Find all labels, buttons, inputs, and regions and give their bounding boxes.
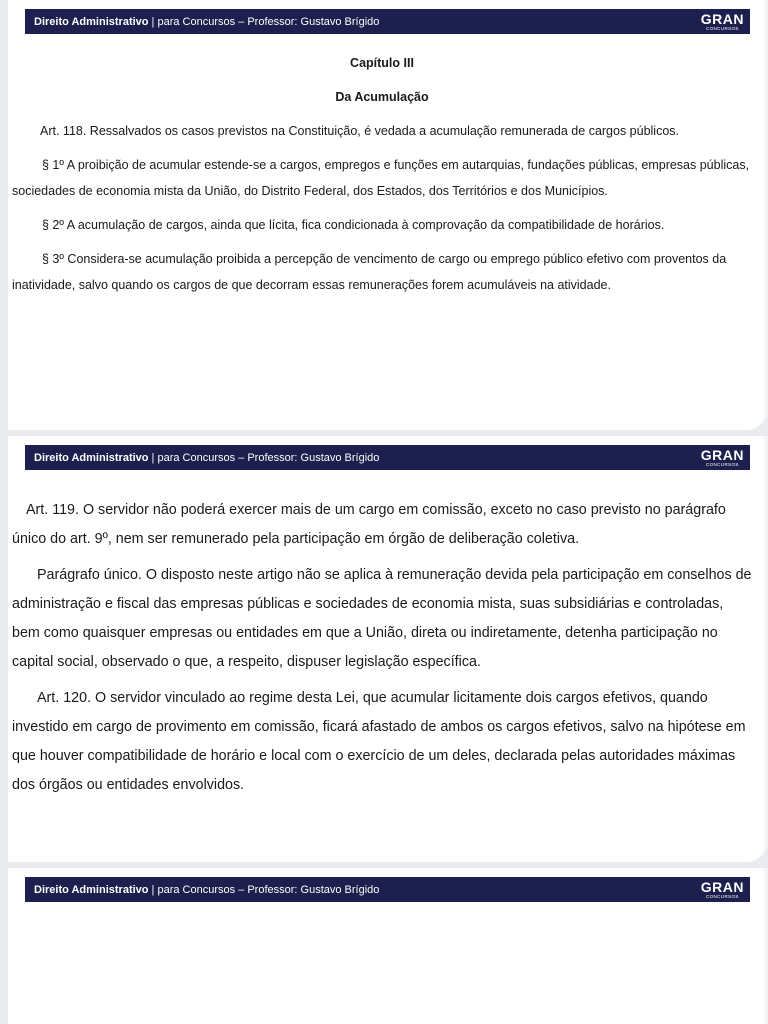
header-course: | para Concursos – Professor: Gustavo Brígido <box>148 883 380 896</box>
chapter-heading: Capítulo III <box>350 56 414 70</box>
header-text <box>34 16 379 28</box>
logo-sub: CONCURSOS <box>705 893 739 899</box>
slide-3 <box>8 868 768 1024</box>
gran-logo <box>701 448 744 468</box>
logo-sub: CONCURSOS <box>705 461 739 467</box>
header-subject: Direito Administrativo <box>34 451 149 464</box>
art-118-par-3: § 3º Considera-se acumulação proibida a percepção de vencimento de cargo ou emprego público efetivo com proventos da inatividade, salvo quando os cargos de que decorram essas remunerações forem acumuláveis na atividade. <box>12 252 727 292</box>
logo-sub: CONCURSOS <box>705 25 739 31</box>
slide-1 <box>8 0 768 430</box>
slide-header <box>25 9 750 34</box>
logo-main: GRAN <box>700 10 744 27</box>
art-119-paragrafo-unico: Parágrafo único. O disposto neste artigo não se aplica à remuneração devida pela participação em conselhos de administração e fiscal das empresas públicas e sociedades de economia mista, suas subsidiárias e controladas, bem como quaisquer empresas ou entidades em que a União, direta ou indiretamente, detenha participação no capital social, observado o que, a respeito, dispuser legislação específica. <box>12 567 752 670</box>
slide-2-content <box>12 496 752 807</box>
section-title: Da Acumulação <box>335 90 429 104</box>
slide-header <box>25 445 750 470</box>
logo-main: GRAN <box>700 878 744 895</box>
header-course: | para Concursos – Professor: Gustavo Brígido <box>148 451 380 464</box>
gran-logo <box>701 880 744 900</box>
art-118: Art. 118. Ressalvados os casos previstos na Constituição, é vedada a acumulação remunerada de cargos públicos. <box>40 124 680 138</box>
art-119: Art. 119. O servidor não poderá exercer mais de um cargo em comissão, exceto no caso previsto no parágrafo único do art. 9º, nem ser remunerado pela participação em órgão de deliberação coletiva. <box>12 502 726 547</box>
art-118-par-1: § 1º A proibição de acumular estende-se a cargos, empregos e funções em autarquias, fundações públicas, empresas públicas, sociedades de economia mista da União, do Distrito Federal, dos Estados, dos Territórios e dos Municípios. <box>12 158 750 198</box>
art-118-par-2: § 2º A acumulação de cargos, ainda que lícita, fica condicionada à comprovação da compatibilidade de horários. <box>42 218 665 232</box>
header-subject: Direito Administrativo <box>34 883 149 896</box>
slide-1-content <box>12 50 752 306</box>
logo-main: GRAN <box>700 446 744 463</box>
header-course: | para Concursos – Professor: Gustavo Brígido <box>148 15 380 28</box>
slide-header <box>25 877 750 902</box>
slide-2 <box>8 436 768 862</box>
header-subject: Direito Administrativo <box>34 15 149 28</box>
art-120: Art. 120. O servidor vinculado ao regime desta Lei, que acumular licitamente dois cargos efetivos, quando investido em cargo de provimento em comissão, ficará afastado de ambos os cargos efetivos, salvo na hipótese em que houver compatibilidade de horário e local com o exercício de um deles, declarada pelas autoridades máximas dos órgãos ou entidades envolvidos. <box>12 690 746 793</box>
gran-logo <box>701 12 744 32</box>
header-text <box>34 452 379 464</box>
header-text <box>34 884 379 896</box>
